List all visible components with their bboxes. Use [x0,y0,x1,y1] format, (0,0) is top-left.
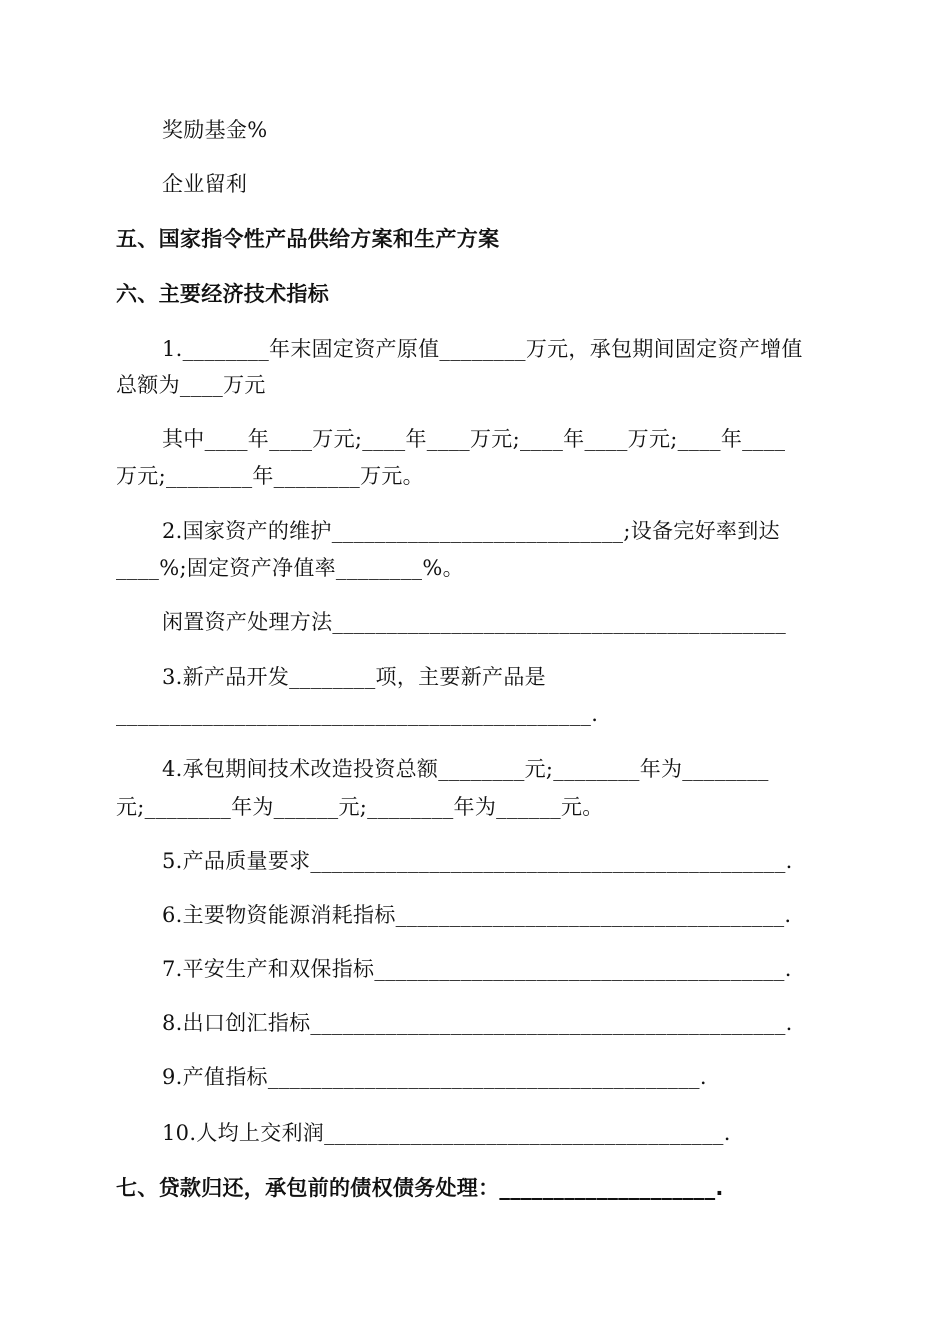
section-6-heading: 六、主要经济技术指标 [116,282,329,306]
item-1-detail-line-1: 其中____年____万元;____年____万元;____年____万元;____年____ [162,427,786,451]
bonus-fund-line: 奖励基金% [162,118,268,142]
item-4-line-2: 元;________年为______元;________年为______元。 [116,795,604,819]
item-4-line-1: 4.承包期间技术改造投资总额________元;________年为________ [162,757,769,781]
item-5-line: 5.产品质量要求____________________________________________. [162,849,793,873]
item-2-line-2: ____%;固定资产净值率________%。 [116,556,464,580]
item-7-line: 7.平安生产和双保指标______________________________________. [162,957,792,981]
item-6-line: 6.主要物资能源消耗指标____________________________________. [162,903,792,927]
item-1-detail-line-2: 万元;________年________万元。 [116,464,424,488]
section-7-heading: 七、贷款归还，承包前的债权债务处理：____________________. [116,1176,724,1200]
retained-profit-line: 企业留利 [162,172,248,196]
item-3-line-1: 3.新产品开发________项，主要新产品是 [162,665,546,689]
item-10-line: 10.人均上交利润_____________________________________. [162,1121,731,1145]
item-1-line-2: 总额为____万元 [116,373,266,397]
idle-assets-line: 闲置资产处理方法__________________________________________ [162,610,786,634]
item-2-line-1: 2.国家资产的维护___________________________;设备完好率到达 [162,519,780,543]
item-8-line: 8.出口创汇指标____________________________________________. [162,1011,793,1035]
item-9-line: 9.产值指标________________________________________. [162,1065,707,1089]
item-3-line-2: ____________________________________________. [116,702,599,726]
item-1-line-1: 1.________年末固定资产原值________万元，承包期间固定资产增值 [162,337,803,361]
section-5-heading: 五、国家指令性产品供给方案和生产方案 [116,227,500,251]
